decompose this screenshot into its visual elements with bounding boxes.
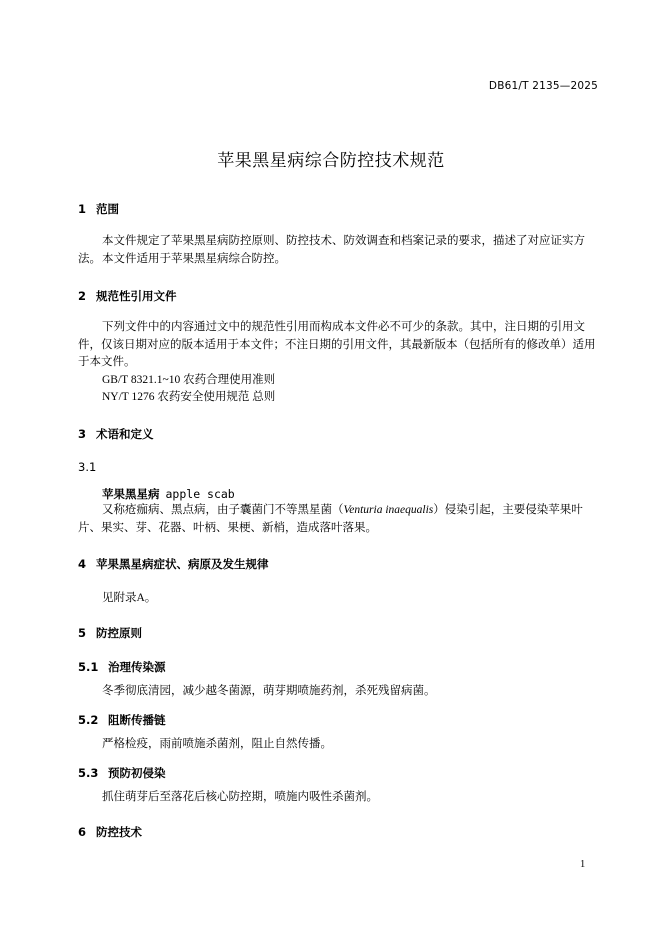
section-title: 范围 [96,202,119,216]
subsection-5-1-text: 冬季彻底清园，减少越冬菌源，萌芽期喷施药剂，杀死残留病菌。 [102,685,436,697]
term-definition [78,502,598,537]
section-1-heading [78,201,119,217]
section-4-paragraph-1: 见附录A。 [102,592,157,604]
subsection-5-1-heading [78,659,166,675]
section-title: 防控技术 [96,825,142,839]
section-number: 1 [78,202,87,216]
subsection-title: 预防初侵染 [108,766,166,780]
section-title: 规范性引用文件 [96,289,177,303]
definition-text-end: ）侵染引起，主要侵染苹果叶片、果实、芽、花器、叶柄、果梗、新梢，造成落叶落果。 [78,504,583,534]
section-2-paragraph-1: 下列文件中的内容通过文中的规范性引用而构成本文件必不可少的条款。其中，注日期的引用文件，仅该日期对应的版本适用于本文件；不注日期的引用文件，其最新版本（包括所有的修改单）适用于本文件。 [78,321,596,368]
normative-reference-2: NY/T 1276 农药安全使用规范 总则 [102,391,276,403]
subsection-title: 阻断传播链 [108,713,166,727]
subsection-3-1-number: 3.1 [78,460,97,474]
section-title: 术语和定义 [96,427,154,441]
section-1-paragraph-2: 本文件适用于苹果黑星病综合防控。 [102,253,286,265]
section-number: 3 [78,427,87,441]
section-3-heading [78,426,154,442]
section-5-heading [78,625,142,641]
normative-reference-1: GB/T 8321.1~10 农药合理使用准则 [102,374,276,386]
section-number: 2 [78,289,87,303]
section-number: 6 [78,825,87,839]
term-english: apple scab [165,487,235,501]
document-title: 苹果黑星病综合防控技术规范 [217,151,445,171]
subsection-5-3-heading [78,765,166,781]
pathogen-name: Venturia inaequalis [343,504,434,516]
subsection-number: 5.3 [78,766,99,780]
subsection-number: 5.2 [78,713,99,727]
subsection-number: 5.1 [78,660,99,674]
subsection-5-2-heading [78,712,166,728]
subsection-5-2-text: 严格检疫，雨前喷施杀菌剂，阻止自然传播。 [102,738,332,750]
term-entry [102,486,235,502]
section-number: 4 [78,557,87,571]
subsection-5-3-text: 抓住萌芽后至落花后核心防控期，喷施内吸性杀菌剂。 [102,791,378,803]
subsection-title: 治理传染源 [108,660,166,674]
section-6-heading [78,824,142,840]
section-2-heading [78,288,177,304]
page-number: 1 [580,859,586,870]
section-number: 5 [78,626,87,640]
section-1-paragraph-1: 本文件规定了苹果黑星病防控原则、防控技术、防效调查和档案记录的要求，描述了对应证实方法。 [78,235,585,265]
definition-text-start: 又称疮痂病、黑点病，由子囊菌门不等黑星菌（ [102,504,344,516]
section-4-heading [78,556,269,572]
section-title: 苹果黑星病症状、病原及发生规律 [96,557,269,571]
term-chinese: 苹果黑星病 [102,487,160,501]
section-title: 防控原则 [96,626,142,640]
document-code: DB61/T 2135—2025 [488,80,598,92]
